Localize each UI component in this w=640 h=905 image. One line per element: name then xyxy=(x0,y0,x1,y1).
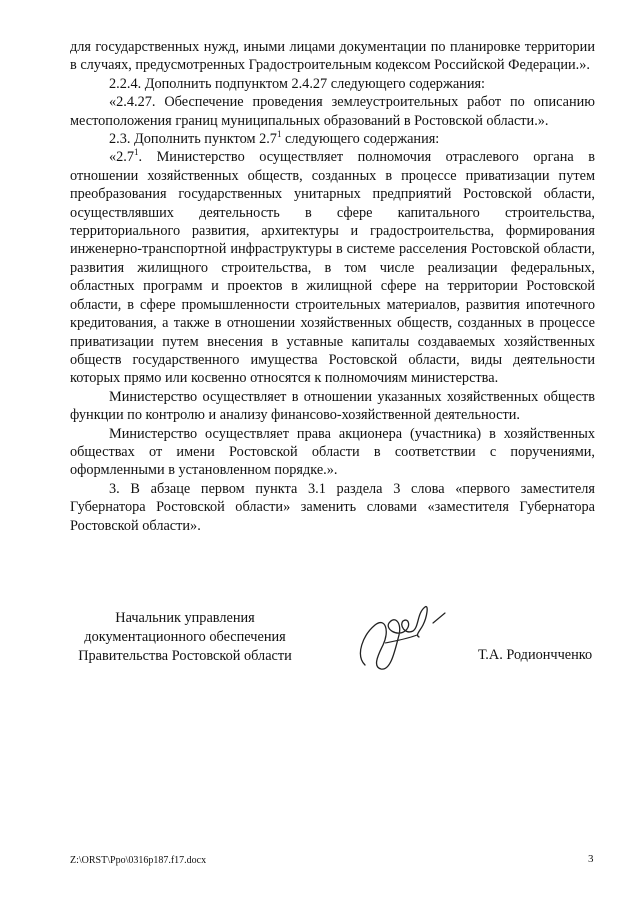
paragraph-4-text-b: следующего содержания: xyxy=(281,131,440,148)
paragraph-5-text-b: . Министерство осуществляет полномочия отраслевого органа в отношении хозяйственных обществ, созданных в процессе приватизации путем преобразования государственных унитарных предприятий Ростовской области, осуществлявших деятельность в сфере капитального строительства, территориального развития, архитектуры и градостроительства, формирования инженерно-транспортной инфраструктуры в системе расселения Ростовской области, развития жилищного строительства, в том числе реализации федеральных, областных программ и проектов в жилищной сфере на территории Ростовской области, в сфере промышленности строительных материалов, развития ипотечного кредитования, а также в отношении хозяйственных обществ, созданных в процессе приватизации путем внесения в уставные капиталы создаваемых хозяйственных обществ государственного имущества Ростовской области, виды деятельности которых прямо или косвенно относятся к полномочиям министерства. xyxy=(70,149,595,387)
document-body xyxy=(70,38,595,535)
signatory-title xyxy=(70,609,300,666)
paragraph-4-text-a: 2.3. Дополнить пунктом 2.7 xyxy=(109,131,277,148)
signatory-name: Т.А. Родиончченко xyxy=(478,647,593,663)
signatory-title-line-1: Начальник управления xyxy=(115,610,255,626)
paragraph-7: Министерство осуществляет права акционера (участника) в хозяйственных обществах от имени Ростовской области в соответствии с поручениями, оформленными в установленном порядке.». xyxy=(70,425,595,479)
page-number: 3 xyxy=(588,853,594,865)
paragraph-2: 2.2.4. Дополнить подпунктом 2.4.27 следующего содержания: xyxy=(109,75,486,92)
handwritten-signature xyxy=(345,595,455,680)
paragraph-4-superscript: 1 xyxy=(276,129,282,140)
paragraph-5 xyxy=(70,148,595,387)
paragraph-6: Министерство осуществляет в отношении указанных хозяйственных обществ функции по контролю и анализу финансово-хозяйственной деятельности. xyxy=(70,388,595,424)
paragraph-1: для государственных нужд, иными лицами документации по планировке территории в случаях, предусмотренных Градостроительным кодексом Российской Федерации.». xyxy=(70,39,595,74)
paragraph-8: 3. В абзаце первом пункта 3.1 раздела 3 слова «первого заместителя Губернатора Ростовской области» заменить словами «заместителя Губернатора Ростовской области». xyxy=(70,480,595,534)
signatory-title-line-3: Правительства Ростовской области xyxy=(78,648,292,664)
signatory-title-line-2: документационного обеспечения xyxy=(84,629,286,645)
paragraph-4 xyxy=(70,130,595,148)
paragraph-5-text-a: «2.7 xyxy=(109,149,135,166)
paragraph-3: «2.4.27. Обеспечение проведения землеустроительных работ по описанию местоположения границ муниципальных образований в Ростовской области.». xyxy=(70,94,595,129)
footer-file-path: Z:\ORST\Ppo\0316p187.f17.docx xyxy=(70,855,207,866)
paragraph-5-superscript: 1 xyxy=(134,147,139,158)
